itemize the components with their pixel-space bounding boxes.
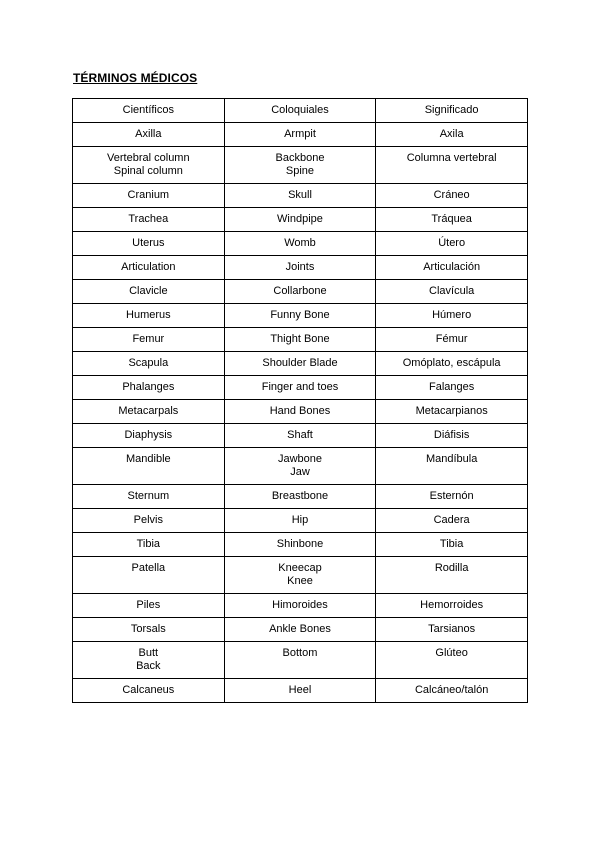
cell-scientific: Axilla bbox=[73, 123, 225, 147]
cell-colloquial: Himoroides bbox=[224, 594, 376, 618]
page-title: TÉRMINOS MÉDICOS bbox=[73, 71, 198, 85]
cell-scientific: Tibia bbox=[73, 533, 225, 557]
cell-colloquial: Hip bbox=[224, 509, 376, 533]
cell-scientific: Cranium bbox=[73, 184, 225, 208]
table-row bbox=[73, 304, 528, 328]
cell-meaning: Tarsianos bbox=[376, 618, 528, 642]
cell-colloquial: Breastbone bbox=[224, 485, 376, 509]
cell-colloquial: Finger and toes bbox=[224, 376, 376, 400]
cell-meaning: Útero bbox=[376, 232, 528, 256]
table-row bbox=[73, 352, 528, 376]
table-row bbox=[73, 509, 528, 533]
cell-meaning: Cráneo bbox=[376, 184, 528, 208]
cell-scientific: Piles bbox=[73, 594, 225, 618]
table-row bbox=[73, 123, 528, 147]
table-row bbox=[73, 679, 528, 703]
cell-colloquial: Skull bbox=[224, 184, 376, 208]
table-row bbox=[73, 448, 528, 485]
table-row bbox=[73, 184, 528, 208]
cell-colloquial: Armpit bbox=[224, 123, 376, 147]
cell-meaning: Diáfisis bbox=[376, 424, 528, 448]
cell-colloquial: Kneecap Knee bbox=[224, 557, 376, 594]
cell-scientific: Femur bbox=[73, 328, 225, 352]
cell-scientific: Vertebral column Spinal column bbox=[73, 147, 225, 184]
cell-colloquial: Hand Bones bbox=[224, 400, 376, 424]
cell-colloquial: Collarbone bbox=[224, 280, 376, 304]
cell-colloquial: Joints bbox=[224, 256, 376, 280]
cell-scientific: Pelvis bbox=[73, 509, 225, 533]
cell-scientific: Articulation bbox=[73, 256, 225, 280]
cell-meaning: Tráquea bbox=[376, 208, 528, 232]
cell-scientific: Diaphysis bbox=[73, 424, 225, 448]
cell-scientific: Metacarpals bbox=[73, 400, 225, 424]
column-header-coloquiales: Coloquiales bbox=[224, 99, 376, 123]
table-row bbox=[73, 376, 528, 400]
table-row bbox=[73, 557, 528, 594]
cell-meaning: Cadera bbox=[376, 509, 528, 533]
cell-colloquial: Thight Bone bbox=[224, 328, 376, 352]
cell-colloquial: Shoulder Blade bbox=[224, 352, 376, 376]
cell-colloquial: Jawbone Jaw bbox=[224, 448, 376, 485]
terms-table bbox=[72, 98, 528, 703]
table-row bbox=[73, 328, 528, 352]
cell-meaning: Falanges bbox=[376, 376, 528, 400]
table-header-row bbox=[73, 99, 528, 123]
cell-meaning: Esternón bbox=[376, 485, 528, 509]
table-row bbox=[73, 642, 528, 679]
table-row bbox=[73, 618, 528, 642]
table-row bbox=[73, 232, 528, 256]
cell-colloquial: Shinbone bbox=[224, 533, 376, 557]
cell-scientific: Patella bbox=[73, 557, 225, 594]
column-header-significado: Significado bbox=[376, 99, 528, 123]
cell-meaning: Rodilla bbox=[376, 557, 528, 594]
table-row bbox=[73, 424, 528, 448]
cell-colloquial: Womb bbox=[224, 232, 376, 256]
table-row bbox=[73, 147, 528, 184]
table-row bbox=[73, 400, 528, 424]
cell-scientific: Torsals bbox=[73, 618, 225, 642]
cell-scientific: Phalanges bbox=[73, 376, 225, 400]
cell-scientific: Sternum bbox=[73, 485, 225, 509]
column-header-cientificos: Científicos bbox=[73, 99, 225, 123]
table-row bbox=[73, 256, 528, 280]
cell-colloquial: Ankle Bones bbox=[224, 618, 376, 642]
cell-colloquial: Bottom bbox=[224, 642, 376, 679]
cell-meaning: Clavícula bbox=[376, 280, 528, 304]
cell-meaning: Glúteo bbox=[376, 642, 528, 679]
cell-scientific: Trachea bbox=[73, 208, 225, 232]
cell-scientific: Butt Back bbox=[73, 642, 225, 679]
cell-meaning: Columna vertebral bbox=[376, 147, 528, 184]
cell-meaning: Calcáneo/talón bbox=[376, 679, 528, 703]
cell-meaning: Hemorroides bbox=[376, 594, 528, 618]
cell-scientific: Uterus bbox=[73, 232, 225, 256]
cell-colloquial: Funny Bone bbox=[224, 304, 376, 328]
table-row bbox=[73, 533, 528, 557]
cell-colloquial: Shaft bbox=[224, 424, 376, 448]
cell-meaning: Tibia bbox=[376, 533, 528, 557]
table-row bbox=[73, 485, 528, 509]
cell-scientific: Scapula bbox=[73, 352, 225, 376]
table-row bbox=[73, 208, 528, 232]
cell-meaning: Metacarpianos bbox=[376, 400, 528, 424]
cell-colloquial: Heel bbox=[224, 679, 376, 703]
cell-meaning: Mandíbula bbox=[376, 448, 528, 485]
cell-meaning: Articulación bbox=[376, 256, 528, 280]
cell-scientific: Humerus bbox=[73, 304, 225, 328]
table-row bbox=[73, 280, 528, 304]
cell-meaning: Húmero bbox=[376, 304, 528, 328]
cell-meaning: Fémur bbox=[376, 328, 528, 352]
cell-scientific: Calcaneus bbox=[73, 679, 225, 703]
table-row bbox=[73, 594, 528, 618]
cell-scientific: Clavicle bbox=[73, 280, 225, 304]
cell-scientific: Mandible bbox=[73, 448, 225, 485]
cell-meaning: Axila bbox=[376, 123, 528, 147]
cell-colloquial: Windpipe bbox=[224, 208, 376, 232]
cell-colloquial: Backbone Spine bbox=[224, 147, 376, 184]
cell-meaning: Omóplato, escápula bbox=[376, 352, 528, 376]
